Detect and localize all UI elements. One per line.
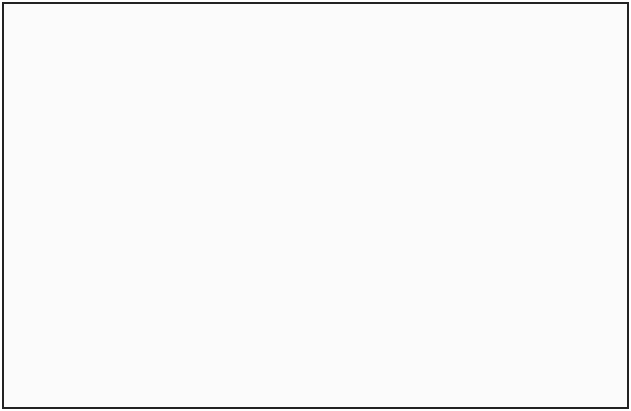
notice-line	[16, 212, 615, 232]
notice-line	[16, 35, 615, 55]
notice-line	[16, 291, 615, 311]
auction-notice	[2, 2, 629, 409]
notice-line	[16, 74, 615, 94]
notice-line	[16, 252, 615, 272]
notice-line	[16, 232, 615, 252]
notice-title	[16, 8, 615, 34]
notice-line	[16, 193, 615, 213]
notice-line	[16, 271, 615, 291]
notice-line	[16, 153, 615, 173]
notice-line	[16, 173, 615, 193]
notice-line	[16, 330, 615, 350]
notice-line	[16, 350, 615, 370]
notice-body	[16, 35, 615, 389]
notice-line	[16, 311, 615, 331]
notice-line	[16, 55, 615, 75]
notice-line	[16, 133, 615, 153]
notice-line	[16, 114, 615, 134]
notice-line	[16, 94, 615, 114]
notice-footer	[16, 381, 615, 401]
